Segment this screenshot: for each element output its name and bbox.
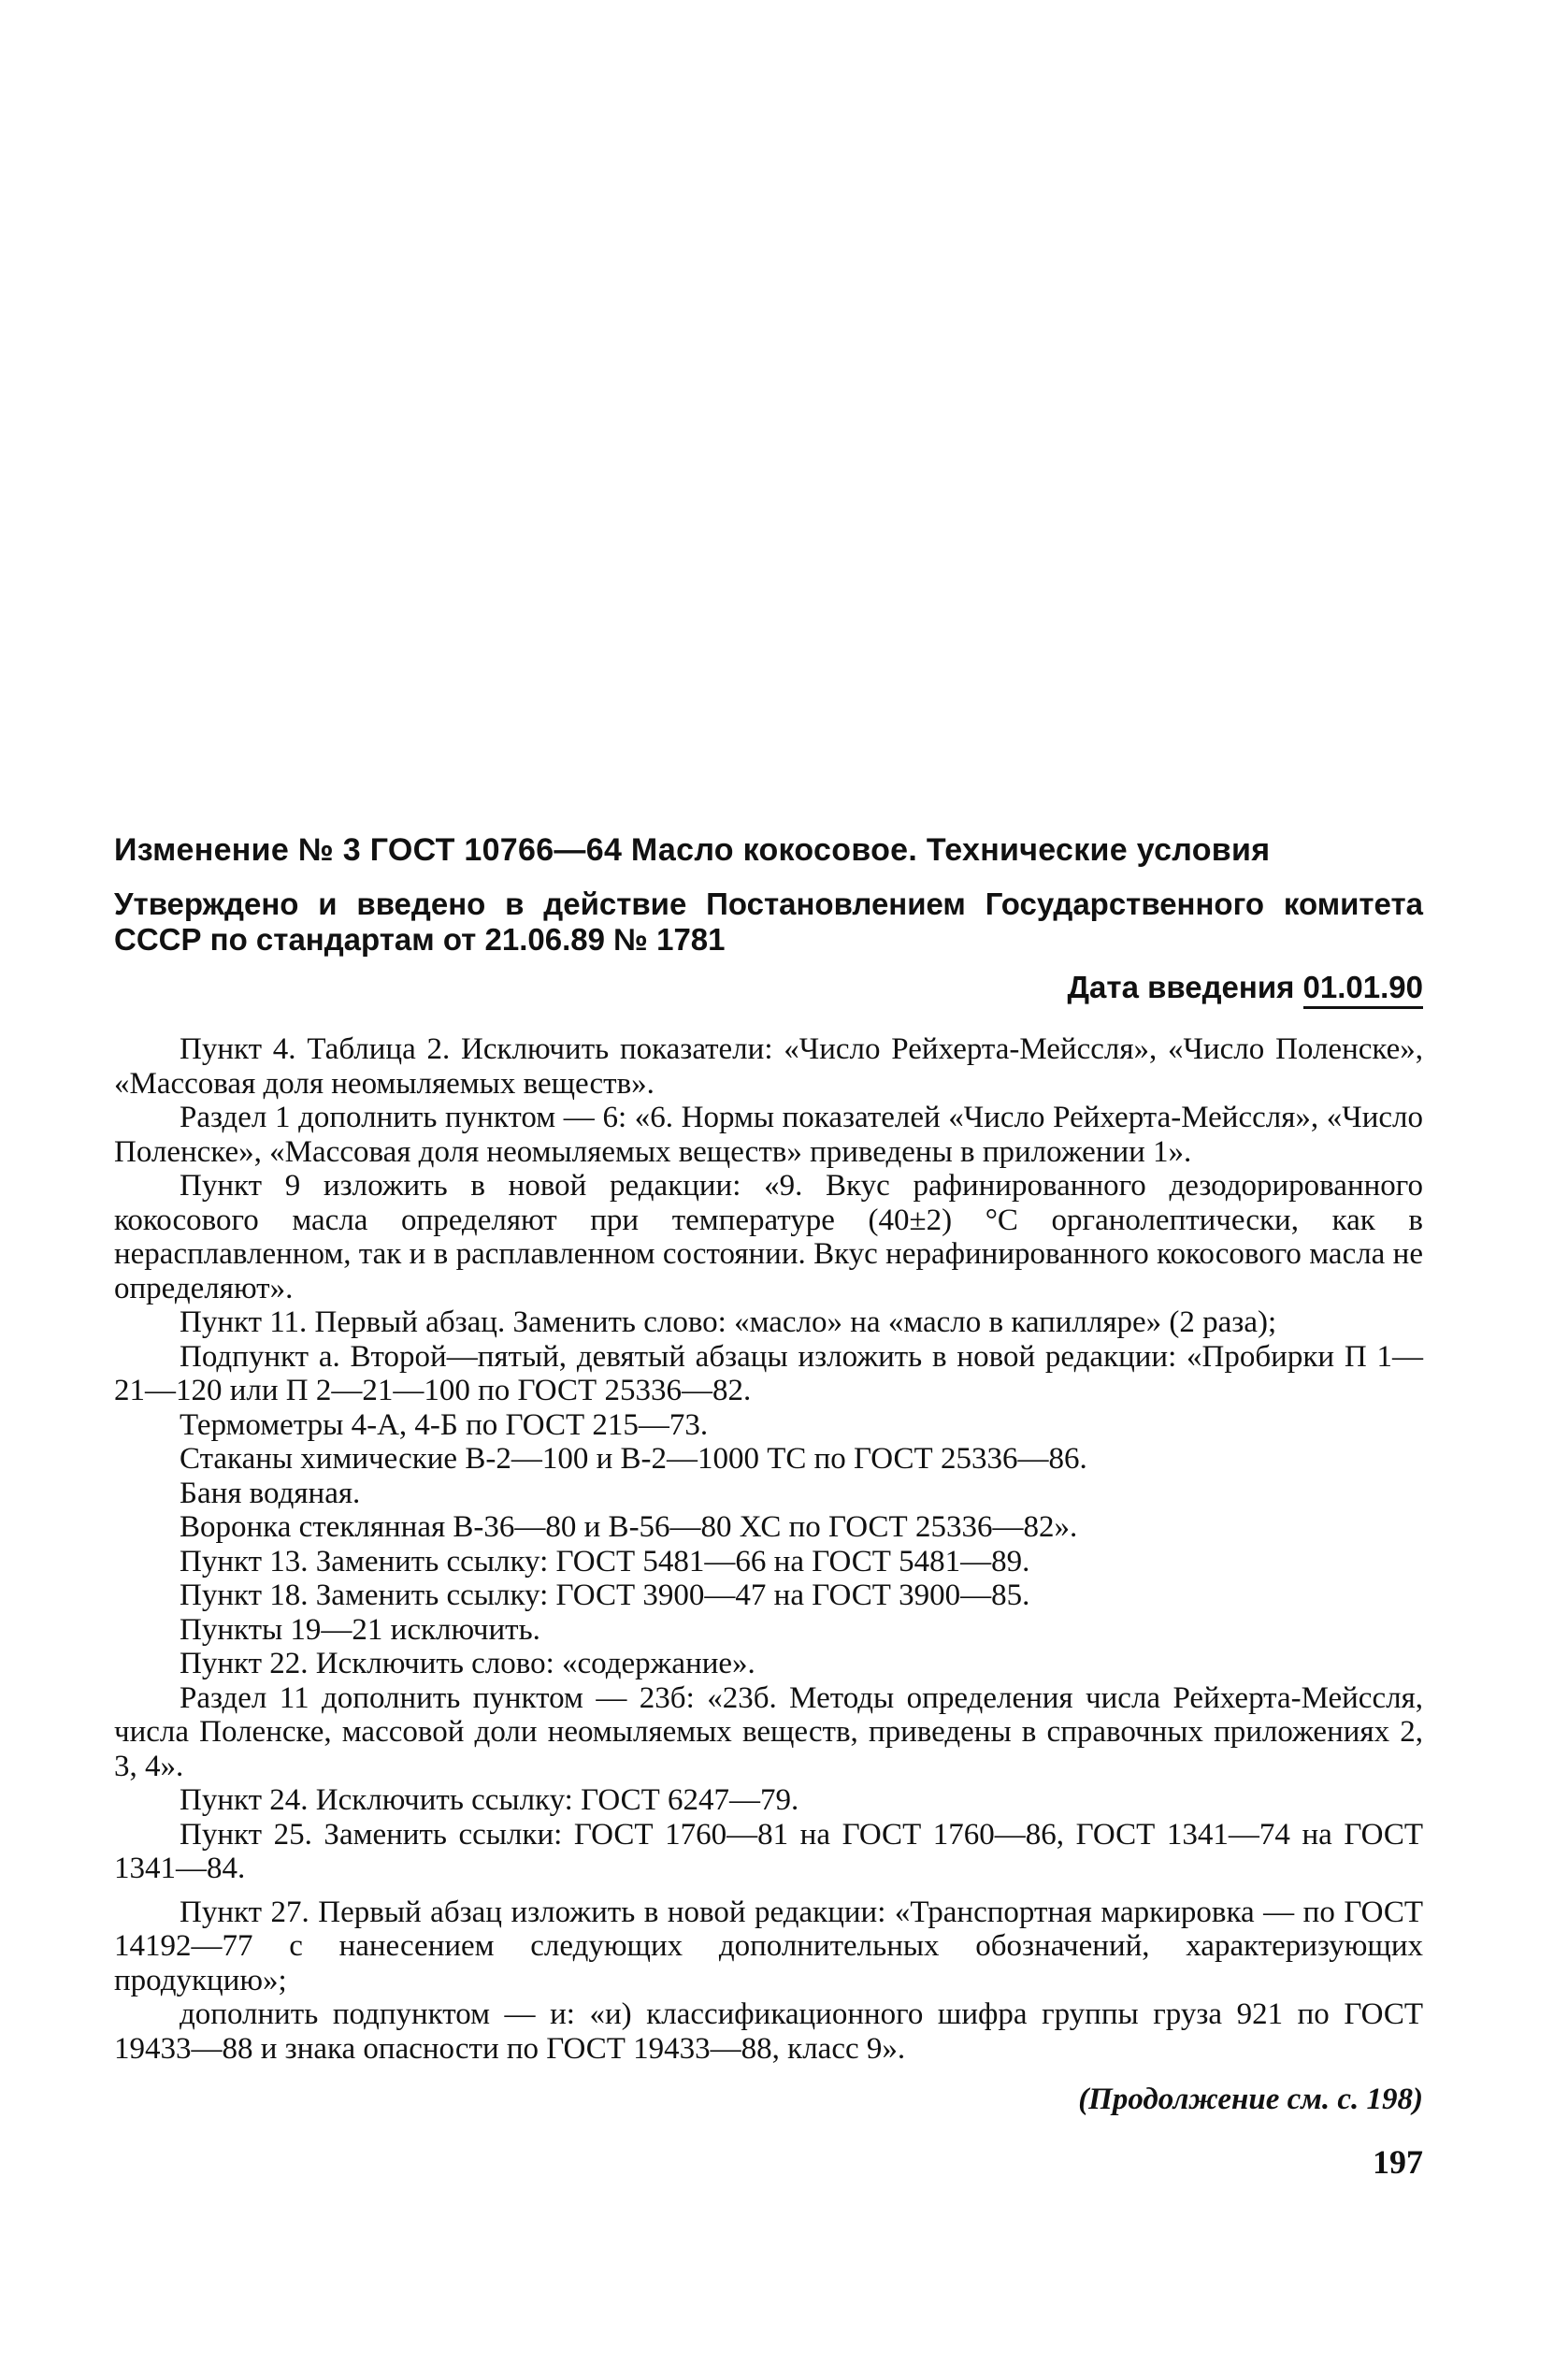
paragraph: Пункты 19—21 исключить. <box>180 1612 540 1647</box>
effective-date-line <box>114 969 1423 1006</box>
paragraph: Пункт 9 изложить в новой редакции: «9. Вкус рафинированного дезодорированного кокосового масла определяют при температуре (40±2) °С органолептически, как в нерасплавленном, так и в расплавленном состоянии. Вкус нерафинированного кокосового масла не определяют». <box>114 1169 1423 1305</box>
amendment-body <box>114 1032 1423 2066</box>
paragraph: Пункт 11. Первый абзац. Заменить слово: «масло» на «масло в капилляре» (2 раза); <box>180 1305 1277 1339</box>
paragraph: Воронка стеклянная В-36—80 и В-56—80 ХС по ГОСТ 25336—82». <box>180 1510 1078 1544</box>
paragraph: дополнить подпунктом — и: «и) классификационного шифра группы груза 921 по ГОСТ 19433—88 и знака опасности по ГОСТ 19433—88, класс 9». <box>114 1997 1423 2066</box>
paragraph: Подпункт а. Второй—пятый, девятый абзацы изложить в новой редакции: «Пробирки П 1—21—120 или П 2—21—100 по ГОСТ 25336—82. <box>114 1339 1423 1407</box>
paragraph: Пункт 22. Исключить слово: «содержание». <box>180 1647 755 1680</box>
paragraph: Термометры 4-А, 4-Б по ГОСТ 215—73. <box>180 1407 709 1442</box>
paragraph: Пункт 25. Заменить ссылки: ГОСТ 1760—81 на ГОСТ 1760—86, ГОСТ 1341—74 на ГОСТ 1341—84. <box>114 1817 1423 1885</box>
paragraph: Пункт 24. Исключить ссылку: ГОСТ 6247—79. <box>180 1783 799 1817</box>
paragraph: Пункт 13. Заменить ссылку: ГОСТ 5481—66 на ГОСТ 5481—89. <box>180 1544 1030 1578</box>
approval-statement: Утверждено и введено в действие Постановлением Государственного комитета СССР по стандартам от 21.06.89 № 1781 <box>114 886 1423 957</box>
paragraph: Пункт 4. Таблица 2. Исключить показатели: «Число Рейхерта-Мейссля», «Число Поленске», «Массовая доля неомыляемых веществ». <box>114 1032 1423 1101</box>
paragraph: Пункт 18. Заменить ссылку: ГОСТ 3900—47 на ГОСТ 3900—85. <box>180 1578 1030 1612</box>
continuation-note: (Продолжение см. с. 198) <box>1078 2083 1423 2116</box>
paragraph: Раздел 11 дополнить пунктом — 23б: «23б. Методы определения числа Рейхерта-Мейссля, числа Поленске, массовой доли неомыляемых веществ, приведены в справочных приложениях 2, 3, 4». <box>114 1680 1423 1783</box>
paragraph: Раздел 1 дополнить пунктом — 6: «6. Нормы показателей «Число Рейхерта-Мейссля», «Число Поленске», «Массовая доля неомыляемых веществ» приведены в приложении 1». <box>114 1101 1423 1169</box>
paragraph: Стаканы химические В-2—100 и В-2—1000 ТС по ГОСТ 25336—86. <box>180 1442 1087 1476</box>
amendment-heading: Изменение № 3 ГОСТ 10766—64 Масло кокосовое. Технические условия <box>114 832 1271 868</box>
page-number: 197 <box>1373 2143 1423 2181</box>
paragraph: Пункт 27. Первый абзац изложить в новой редакции: «Транспортная маркировка — по ГОСТ 14192—77 с нанесением следующих дополнительных обозначений, характеризующих продукцию»; <box>114 1895 1423 1997</box>
paragraph: Баня водяная. <box>180 1476 361 1510</box>
effective-date-label: Дата введения <box>1067 970 1295 1004</box>
document-page <box>114 830 1423 2182</box>
effective-date-value: 01.01.90 <box>1303 970 1423 1009</box>
